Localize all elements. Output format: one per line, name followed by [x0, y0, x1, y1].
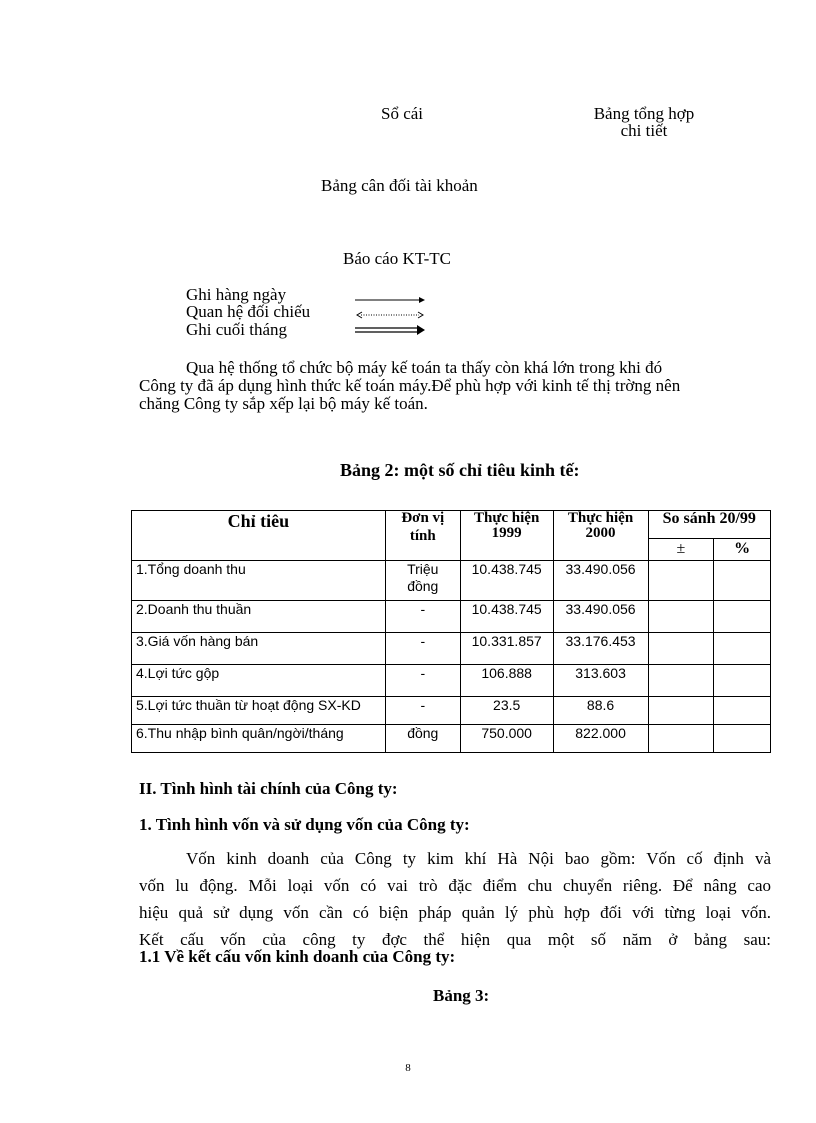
- row-value-1999: 23.5: [460, 697, 553, 725]
- row-value-1999: 10.438.745: [460, 601, 553, 633]
- row-percent: [714, 561, 771, 601]
- row-diff: [648, 561, 714, 601]
- single-arrow-icon: [355, 294, 427, 306]
- row-unit: Triệu đồng: [385, 561, 460, 601]
- row-diff: [648, 665, 714, 697]
- row-name: 1.Tổng doanh thu: [132, 561, 386, 601]
- header-thuc-hien-1999: [460, 511, 553, 561]
- row-diff: [648, 601, 714, 633]
- table-row: [132, 665, 771, 697]
- dotted-double-arrow-icon: [355, 309, 427, 321]
- table-row: [132, 633, 771, 665]
- section2-body-line1: Vốn kinh doanh của Công ty kim khí Hà Nội bao gồm: Vốn cố định và: [186, 849, 771, 868]
- header-1999-line1: Thực hiện: [474, 510, 540, 526]
- table-row: [132, 601, 771, 633]
- section2-heading: II. Tình hình tài chính của Công ty:: [139, 779, 398, 798]
- row-value-1999: 10.438.745: [460, 561, 553, 601]
- row-value-1999: 750.000: [460, 725, 553, 753]
- row-diff: [648, 633, 714, 665]
- row-unit: -: [385, 697, 460, 725]
- header-2000-line2: 2000: [585, 525, 616, 541]
- table-row: [132, 697, 771, 725]
- row-value-2000: 88.6: [553, 697, 648, 725]
- header-so-sanh: So sánh 20/99: [648, 511, 771, 539]
- row-name: 4.Lợi tức gộp: [132, 665, 386, 697]
- legend-daily-label: Ghi hàng ngày: [186, 285, 287, 304]
- section2-body-line4: Kết cấu vốn của công ty đợc thể hiện qua một số năm ở bảng sau:: [139, 930, 771, 949]
- row-name: 6.Thu nhập bình quân/ngời/tháng: [132, 725, 386, 753]
- row-unit: -: [385, 665, 460, 697]
- double-line-arrow-icon: [355, 323, 427, 337]
- row-unit: đồng: [385, 725, 460, 753]
- row-diff: [648, 725, 714, 753]
- row-name: 2.Doanh thu thuần: [132, 601, 386, 633]
- bang-tong-hop-line2: chi tiết: [620, 121, 668, 140]
- table2-title: Bảng 2: một số chỉ tiêu kinh tế:: [340, 460, 580, 480]
- row-name: 3.Giá vốn hàng bán: [132, 633, 386, 665]
- so-cai-label: Sổ cái: [381, 104, 424, 123]
- row-diff: [648, 697, 714, 725]
- row-percent: [714, 725, 771, 753]
- header-percent: %: [714, 539, 771, 561]
- table3-title: Bảng 3:: [433, 986, 490, 1005]
- header-don-vi-line1: Đơn vị: [401, 510, 445, 526]
- table-row: [132, 725, 771, 753]
- header-plus-minus: ±: [648, 539, 714, 561]
- table-row: [132, 561, 771, 601]
- economic-indicators-table: [131, 510, 771, 753]
- row-percent: [714, 601, 771, 633]
- header-2000-line1: Thực hiện: [567, 510, 634, 526]
- bao-cao-label: Báo cáo KT-TC: [343, 249, 451, 268]
- paragraph1-line3: chăng Công ty sắp xếp lại bộ máy kế toán.: [139, 394, 428, 413]
- header-don-vi-line2: tính: [409, 528, 436, 544]
- header-chi-tieu: Chỉ tiêu: [132, 511, 386, 561]
- bang-tong-hop-label: [580, 104, 708, 141]
- row-value-2000: 822.000: [553, 725, 648, 753]
- row-percent: [714, 633, 771, 665]
- header-1999-line2: 1999: [491, 525, 522, 541]
- header-don-vi: [385, 511, 460, 561]
- row-value-1999: 106.888: [460, 665, 553, 697]
- row-value-2000: 33.490.056: [553, 561, 648, 601]
- section-1-1-heading: 1.1 Về kết cấu vốn kinh doanh của Công ty:: [139, 947, 456, 966]
- bang-tong-hop-line1: Bảng tổng hợp: [593, 104, 695, 123]
- row-percent: [714, 665, 771, 697]
- row-name: 5.Lợi tức thuần từ hoạt động SX-KD: [132, 697, 386, 725]
- row-value-2000: 313.603: [553, 665, 648, 697]
- row-value-2000: 33.490.056: [553, 601, 648, 633]
- paragraph1-line2: Công ty đã áp dụng hình thức kế toán máy.Để phù hợp với kinh tế thị trờng nên: [139, 376, 681, 395]
- row-unit: -: [385, 633, 460, 665]
- row-percent: [714, 697, 771, 725]
- section2-body-line3: hiệu quả sử dụng vốn cần có biện pháp quản lý phù hợp đối với từng loại vốn.: [139, 903, 771, 922]
- paragraph1-line1: Qua hệ thống tổ chức bộ máy kế toán ta thấy còn khá lớn trong khi đó: [186, 358, 663, 377]
- row-value-2000: 33.176.453: [553, 633, 648, 665]
- row-value-1999: 10.331.857: [460, 633, 553, 665]
- section2-sub1: 1. Tình hình vốn và sử dụng vốn của Công ty:: [139, 815, 470, 834]
- legend-reconcile-label: Quan hệ đối chiếu: [186, 302, 311, 321]
- row-unit: -: [385, 601, 460, 633]
- page-number: 8: [405, 1062, 411, 1074]
- legend-monthly-label: Ghi cuối tháng: [186, 320, 288, 339]
- bang-can-doi-label: Bảng cân đối tài khoản: [321, 176, 478, 195]
- header-thuc-hien-2000: [553, 511, 648, 561]
- section2-body-line2: vốn lu động. Mỗi loại vốn có vai trò đặc điểm chu chuyển riêng. Để nâng cao: [139, 876, 771, 895]
